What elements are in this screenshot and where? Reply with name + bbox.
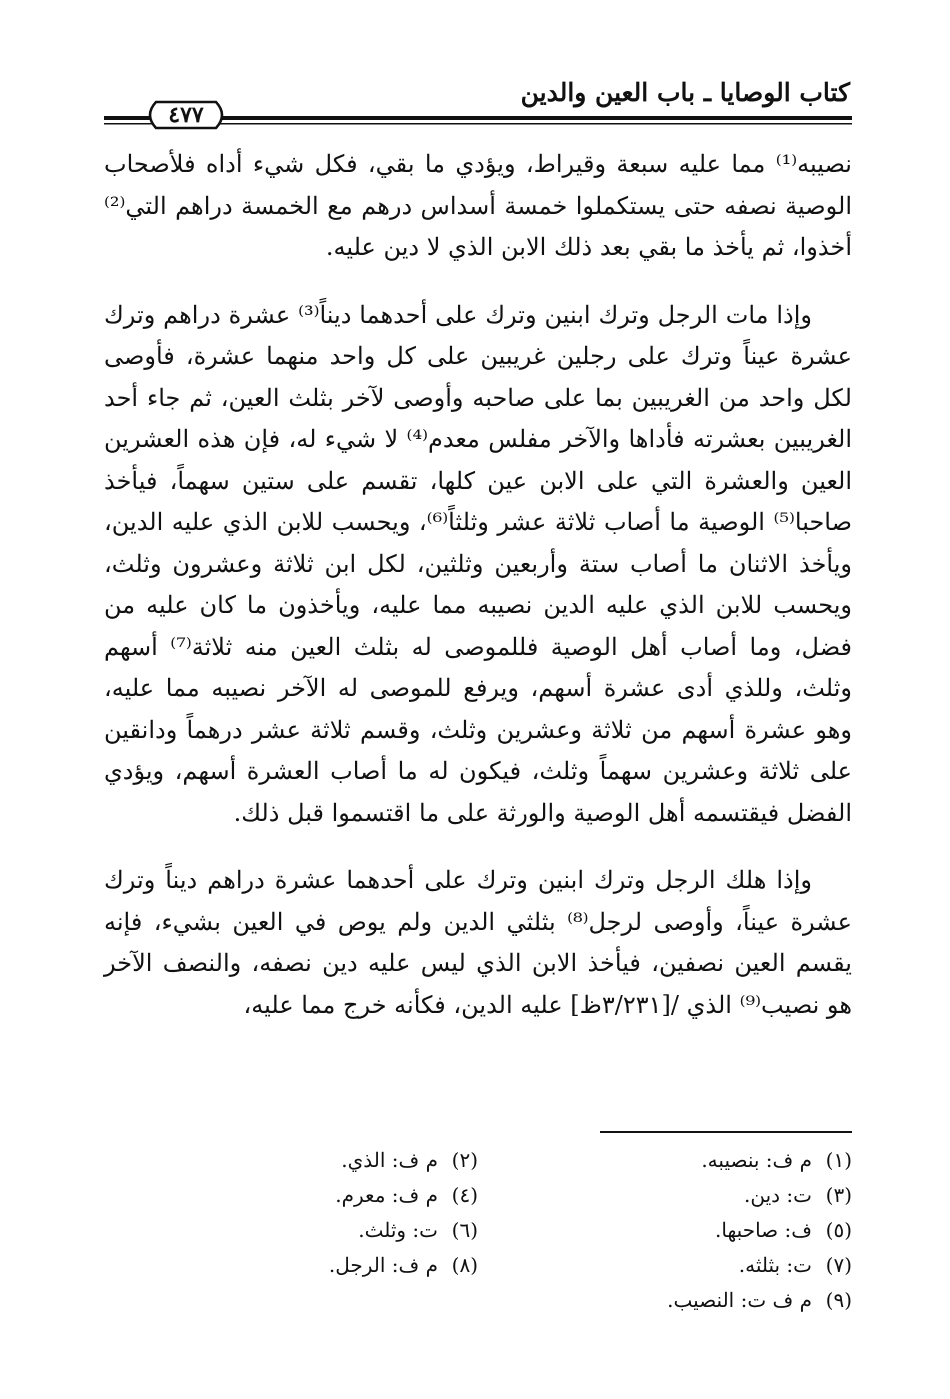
- footnote-8: [104, 1253, 478, 1288]
- footnote-text: ت: دين.: [744, 1183, 812, 1207]
- footnote-9: [478, 1288, 852, 1323]
- footnote-row: [104, 1253, 852, 1288]
- footnote-number: (٢): [451, 1148, 478, 1172]
- running-title: كتاب الوصايا ـ باب العين والدين: [520, 78, 850, 107]
- footnote-1: [478, 1148, 852, 1183]
- footnote-number: (٨): [451, 1253, 478, 1277]
- footnote-number: (٥): [825, 1218, 852, 1242]
- footnote-row: [104, 1183, 852, 1218]
- footnote-text: ت: بثلثه.: [738, 1253, 812, 1277]
- footnote-number: (١): [825, 1148, 852, 1172]
- footnote-row: [104, 1218, 852, 1253]
- footnote-text: م ف: معرم.: [335, 1183, 438, 1207]
- footnote-3: [478, 1183, 852, 1218]
- footnotes: [104, 1148, 852, 1323]
- footnote-text: ف: صاحبها.: [715, 1218, 812, 1242]
- footnote-separator: [600, 1131, 852, 1133]
- paragraph-2: وإذا مات الرجل وترك ابنين وترك على أحدهما ديناً⁽³⁾ عشرة دراهم وترك عشرة عيناً وترك على رجلين غريبين على كل واحد منهما عشرة، فأوصى لكل واحد من الغريبين بما على صاحبه وأوصى لآخر بثلث العين، ثم جاء أحد الغريبين بعشرته فأداها والآخر مفلس معدم⁽⁴⁾ لا شيء له، فإن هذه العشرين العين والعشرة التي على الابن عين كلها، تقسم على ستين سهماً، فيأخذ صاحبا⁽⁵⁾ الوصية ما أصاب ثلاثة عشر وثلثاً⁽⁶⁾، ويحسب للابن الذي عليه الدين، ويأخذ الاثنان ما أصاب ستة وأربعين وثلثين، لكل ابن ثلاثة وعشرون وثلث، ويحسب للابن الذي عليه الدين نصيبه مما عليه، ويأخذون ما كان عليه من فضل، وما أصاب أهل الوصية فللموصى له بثلث العين منه ثلاثة⁽⁷⁾ أسهم وثلث، وللذي أدى عشرة أسهم، ويرفع للموصى له الآخر نصيبه مما عليه، وهو عشرة أسهم من ثلاثة وعشرين وثلث، وقسم ثلاثة عشر درهماً ودانقين على ثلاثة وعشرين سهماً وثلث، فيكون له ما أصاب العشرة أسهم، ويؤدي الفضل فيقتسمه أهل الوصية والورثة على ما اقتسموا قبل ذلك.: [104, 300, 853, 827]
- paragraph-3: وإذا هلك الرجل وترك ابنين وترك على أحدهما عشرة دراهم ديناً وترك عشرة عيناً، وأوصى لرجل⁽⁸⁾ بثلثي الدين ولم يوص في العين بشيء، فإنه يقسم العين نصفين، فيأخذ الابن الذي ليس عليه دين نصفه، والنصف الآخر هو نصيب⁽⁹⁾ الذي /[٣/٢٣١ظ] عليه الدين، فكأنه خرج مما عليه،: [104, 866, 852, 1019]
- page-number: ٤٧٧: [168, 102, 204, 128]
- footnote-text: م ف: الذي.: [341, 1148, 438, 1172]
- footnote-number: (٦): [451, 1218, 478, 1242]
- footnote-4: [104, 1183, 478, 1218]
- footnote-number: (٣): [825, 1183, 852, 1207]
- footnote-text: م ف: بنصيبه.: [701, 1148, 812, 1172]
- footnote-number: (٧): [825, 1253, 852, 1277]
- main-text: [104, 144, 852, 1026]
- footnote-number: (٤): [451, 1183, 478, 1207]
- footnote-text: ت: وثلث.: [358, 1218, 438, 1242]
- footnote-row: [104, 1148, 852, 1183]
- footnote-2: [104, 1148, 478, 1183]
- footnote-5: [478, 1218, 852, 1253]
- footnote-text: م ف: الرجل.: [328, 1253, 438, 1277]
- paragraph-1: نصيبه⁽¹⁾ مما عليه سبعة وقيراط، ويؤدي ما بقي، فكل شيء أداه فلأصحاب الوصية نصفه حتى يستكملوا خمسة أسداس درهم مع الخمسة دراهم التي⁽²⁾ أخذوا، ثم يأخذ ما بقي بعد ذلك الابن الذي لا دين عليه.: [104, 150, 852, 261]
- footnote-number: (٩): [825, 1288, 852, 1312]
- footnote-text: م ف ت: النصيب.: [667, 1288, 812, 1312]
- page-number-badge: [142, 100, 230, 130]
- footnote-row: [104, 1288, 852, 1323]
- footnote-7: [478, 1253, 852, 1288]
- footnote-6: [104, 1218, 478, 1253]
